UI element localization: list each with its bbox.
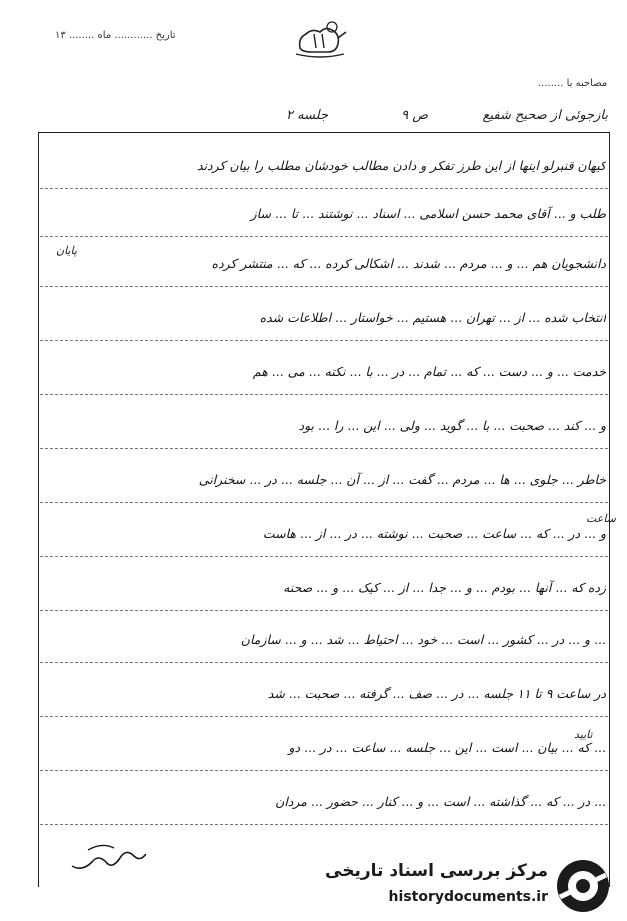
margin-note: تایید [574,728,593,741]
ruled-line [40,502,608,503]
ruled-line [40,556,608,557]
reference-main: بازجوئی از صحیح شفیع [482,108,608,123]
handwritten-line: خاطر ... جلوی ... ها ... مردم ... گفت ... از ... آن ... جلسه ... در ... سخنرانی [198,472,606,487]
handwritten-line: خدمت ... و ... دست ... که ... تمام ... در ... با ... نکته ... می ... هم [252,364,606,379]
handwritten-line: طلب و ... آقای محمد حسن اسلامی ... اسناد ... نوشتند ... تا ... ساز [250,206,606,221]
handwritten-line: ... و ... در ... کشور ... است ... خود ... احتیاط ... شد ... و ... سازمان [240,632,606,647]
handwritten-line: در ساعت ۹ تا ۱۱ جلسه ... در ... صف ... گرفته ... صحبت ... شد [267,686,606,701]
margin-note: پایان [56,244,77,257]
handwritten-line: انتخاب شده ... از ... تهران ... هستیم ... خواستار ... اطلاعات شده [259,310,606,325]
signature-icon [68,838,148,874]
watermark [322,855,622,917]
ruled-line [40,236,608,237]
ruled-line [40,716,608,717]
ruled-line [40,770,608,771]
watermark-name: مرکز بررسی اسناد تاریخی [325,861,548,881]
margin-note: ساعت [586,512,616,525]
handwritten-line: ... در ... که ... گذاشته ... است ... و ... کنار ... حضور ... مردان [275,794,606,809]
ruled-line [40,824,608,825]
handwritten-line: کیهان قنبرلو اینها از این طرز تفکر و دادن مطالب خودشان مطلب را بیان کردند [197,158,606,173]
archive-logo-icon [554,857,612,915]
lion-and-sun-emblem-icon [292,18,348,60]
ruled-line [40,448,608,449]
watermark-url: historydocuments.ir [388,889,548,905]
reference-line [238,108,608,128]
interview-label: مصاحبه با ........ [538,78,608,89]
handwritten-line: دانشجویان هم ... و ... مردم ... شدند ... اشکالی کرده ... که ... منتشر کرده [211,256,606,271]
handwritten-line: ... که ... بیان ... است ... این ... جلسه ... ساعت ... در ... دو [288,740,606,755]
date-field: تاریخ ............ ماه ........ ۱۳ [55,30,176,41]
ruled-line [40,610,608,611]
ruled-frame [38,132,610,887]
reference-session: جلسه ۲ [285,108,328,123]
ruled-line [40,394,608,395]
reference-page: ص ۹ [401,108,428,123]
ruled-line [40,662,608,663]
ruled-line [40,340,608,341]
handwritten-line: و ... در ... که ... ساعت ... صحبت ... نوشته ... در ... از ... هاست [262,526,606,541]
ruled-line [40,286,608,287]
handwritten-line: و ... کند ... صحبت ... با ... گوید ... ولی ... این ... را ... بود [298,418,606,433]
handwritten-line: زده که ... آنها ... بودم ... و ... جدا ... از ... کیک ... و ... صحنه [283,580,606,595]
ruled-line [40,188,608,189]
